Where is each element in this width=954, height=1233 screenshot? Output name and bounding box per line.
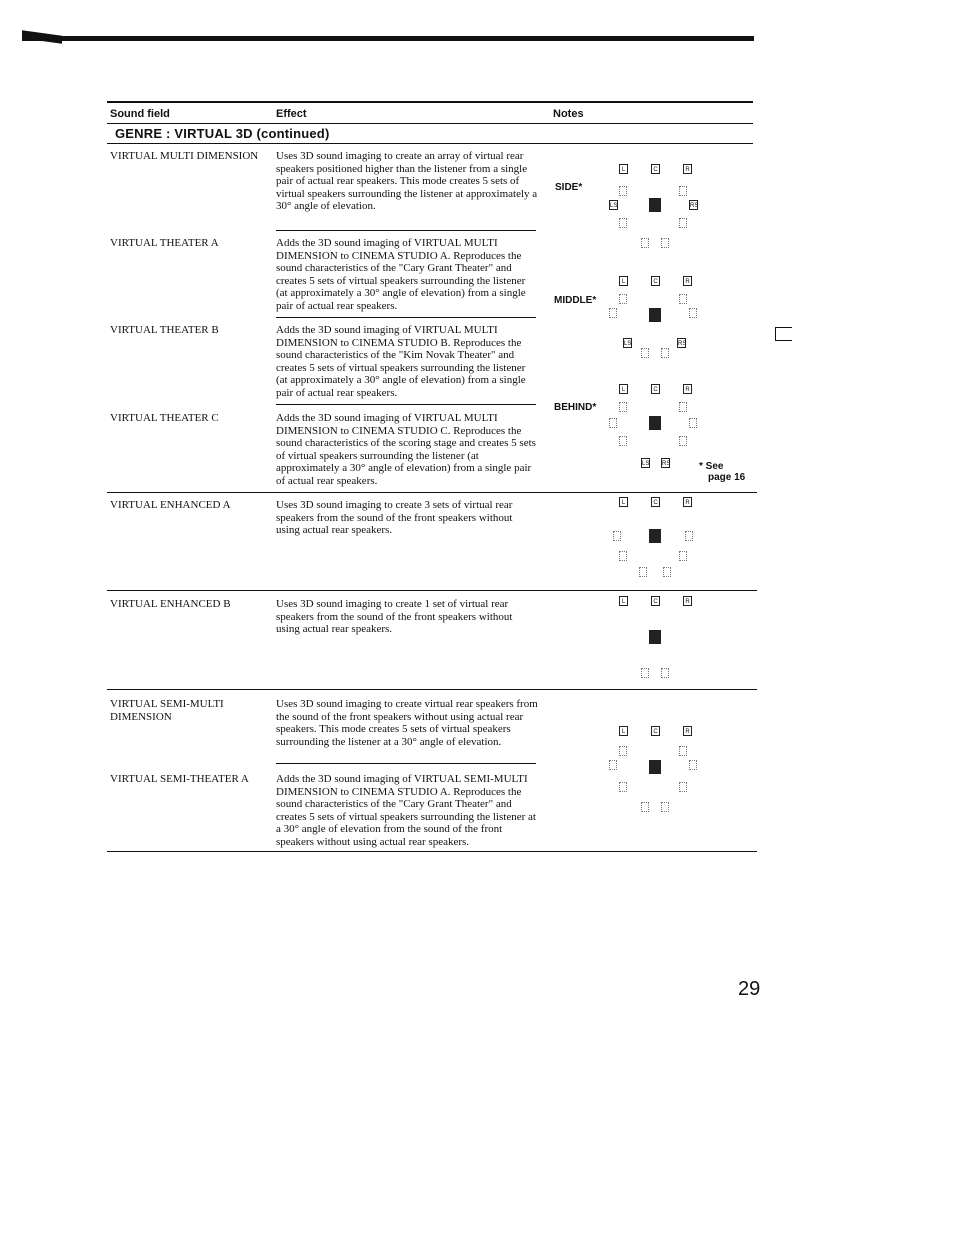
sound-field-name: VIRTUAL THEATER A [110,237,219,249]
row-divider [276,763,536,764]
virtual-speaker-icon [641,348,649,358]
rear-right-speaker-icon: RS [689,200,698,210]
listener-icon [649,308,661,322]
page-number: 29 [738,978,761,1000]
virtual-speaker-icon [641,238,649,248]
virtual-speaker-icon [661,668,669,678]
front-right-speaker-icon: R [683,276,692,286]
sound-field-effect: Uses 3D sound imaging to create an array of virtual rear speakers positioned higher than the listener from a single pair of actual rear speakers. This mode creates 5 sets of virtual speakers surrounding the listener at approximately a 30° angle of elevation. [276,150,538,212]
listener-icon [649,630,661,644]
speaker-diagram-behind [605,380,700,475]
sound-field-effect: Uses 3D sound imaging to create 3 sets of virtual rear speakers from the sound of the front speakers without using actual rear speakers. [276,499,513,536]
rear-left-speaker-icon: LS [641,458,650,468]
virtual-speaker-icon [639,567,647,577]
table-bottom-rule [107,851,757,852]
col-header-notes: Notes [553,108,584,120]
virtual-speaker-icon [663,567,671,577]
virtual-speaker-icon [689,418,697,428]
front-left-speaker-icon: L [619,164,628,174]
sound-field-name: VIRTUAL THEATER B [110,324,219,336]
virtual-speaker-icon [679,746,687,756]
front-right-speaker-icon: R [683,497,692,507]
virtual-speaker-icon [679,551,687,561]
front-right-speaker-icon: R [683,726,692,736]
col-header-effect: Effect [276,108,307,120]
listener-icon [649,529,661,543]
virtual-speaker-icon [619,551,627,561]
see-page-note: page 16 [708,472,746,483]
speaker-diagram-side [605,160,700,250]
virtual-speaker-icon [661,238,669,248]
virtual-speaker-icon [619,746,627,756]
virtual-speaker-icon [609,760,617,770]
virtual-speaker-icon [661,802,669,812]
center-speaker-icon: C [651,726,660,736]
listener-icon [649,198,661,212]
top-rule [22,36,754,41]
sound-field-effect: Uses 3D sound imaging to create virtual rear speakers from the sound of the front speakers without using actual rear speakers. This mode creates 5 sets of virtual speakers surrounding the listener at a 30° angle of elevation. [276,698,538,748]
virtual-speaker-icon [689,760,697,770]
front-right-speaker-icon: R [683,384,692,394]
speaker-diagram-middle [605,272,700,362]
virtual-speaker-icon [679,782,687,792]
front-right-speaker-icon: R [683,596,692,606]
speaker-diagram-enhanced-a [605,493,700,588]
speaker-diagram-semi [605,722,700,817]
virtual-speaker-icon [609,418,617,428]
center-speaker-icon: C [651,276,660,286]
virtual-speaker-icon [619,218,627,228]
sound-field-name: VIRTUAL THEATER C [110,412,219,424]
sound-field-effect: Uses 3D sound imaging to create 1 set of virtual rear speakers from the sound of the front speakers without using actual rear speakers. [276,598,513,635]
rear-right-speaker-icon: RS [661,458,670,468]
row-divider [276,230,536,231]
center-speaker-icon: C [651,384,660,394]
center-speaker-icon: C [651,164,660,174]
virtual-speaker-icon [609,308,617,318]
front-left-speaker-icon: L [619,276,628,286]
front-right-speaker-icon: R [683,164,692,174]
edge-tab-mark [775,327,792,341]
virtual-speaker-icon [679,436,687,446]
sound-field-name: VIRTUAL MULTI DIMENSION [110,150,259,162]
virtual-speaker-icon [613,531,621,541]
sound-field-name: VIRTUAL ENHANCED B [110,598,231,610]
front-left-speaker-icon: L [619,726,628,736]
virtual-speaker-icon [641,802,649,812]
virtual-speaker-icon [619,402,627,412]
virtual-speaker-icon [679,218,687,228]
row-divider [276,404,536,405]
virtual-speaker-icon [679,186,687,196]
rear-left-speaker-icon: LS [609,200,618,210]
center-speaker-icon: C [651,596,660,606]
header-rule [107,123,753,124]
row-divider [107,689,757,690]
virtual-speaker-icon [619,294,627,304]
rear-left-speaker-icon: LS [623,338,632,348]
genre-rule [107,143,753,144]
see-note: * See [699,461,724,472]
virtual-speaker-icon [685,531,693,541]
sound-field-effect: Adds the 3D sound imaging of VIRTUAL SEMI-MULTI DIMENSION to CINEMA STUDIO A. Reproduces the sound characteristics of the "Cary Grant Theater" and creates 5 sets of virtual speakers surrounding the listener at a 30° angle of elevation from the sound of the front speakers without using actual rear speakers. [276,773,536,848]
row-divider [276,317,536,318]
sound-field-name: VIRTUAL SEMI-THEATER A [110,773,249,785]
col-header-sound-field: Sound field [110,108,170,120]
virtual-speaker-icon [689,308,697,318]
listener-icon [649,760,661,774]
row-divider [107,590,757,591]
front-left-speaker-icon: L [619,384,628,394]
virtual-speaker-icon [679,402,687,412]
virtual-speaker-icon [661,348,669,358]
virtual-speaker-icon [619,186,627,196]
sound-field-effect: Adds the 3D sound imaging of VIRTUAL MULTI DIMENSION to CINEMA STUDIO B. Reproduces the sound characteristics of the "Kim Novak Theater" and creates 5 sets of virtual speakers surrounding the listener (at approximately a 30° angle of elevation) from a single pair of actual rear speakers. [276,324,526,399]
note-behind-label: BEHIND* [554,402,597,413]
center-speaker-icon: C [651,497,660,507]
sound-field-name: VIRTUAL ENHANCED A [110,499,231,511]
front-left-speaker-icon: L [619,497,628,507]
sound-field-effect: Adds the 3D sound imaging of VIRTUAL MULTI DIMENSION to CINEMA STUDIO A. Reproduces the sound characteristics of the "Cary Grant Theater" and creates 5 sets of virtual speakers surrounding the listener (at approximately a 30° angle of elevation) from a single pair of actual rear speakers. [276,237,526,312]
table-top-rule [107,101,753,103]
virtual-speaker-icon [679,294,687,304]
listener-icon [649,416,661,430]
genre-title: GENRE : VIRTUAL 3D (continued) [115,126,330,141]
sound-field-name: VIRTUAL SEMI-MULTI DIMENSION [110,698,224,723]
rear-right-speaker-icon: RS [677,338,686,348]
virtual-speaker-icon [619,436,627,446]
note-middle-label: MIDDLE* [554,295,597,306]
note-side-label: SIDE* [555,182,583,193]
speaker-diagram-enhanced-b [605,592,700,687]
virtual-speaker-icon [619,782,627,792]
virtual-speaker-icon [641,668,649,678]
front-left-speaker-icon: L [619,596,628,606]
sound-field-effect: Adds the 3D sound imaging of VIRTUAL MULTI DIMENSION to CINEMA STUDIO C. Reproduces the sound characteristics of the scoring stage and creates 5 sets of virtual speakers surrounding the listener (at approximately a 30° angle of elevation) from a single pair of actual rear speakers. [276,412,536,487]
